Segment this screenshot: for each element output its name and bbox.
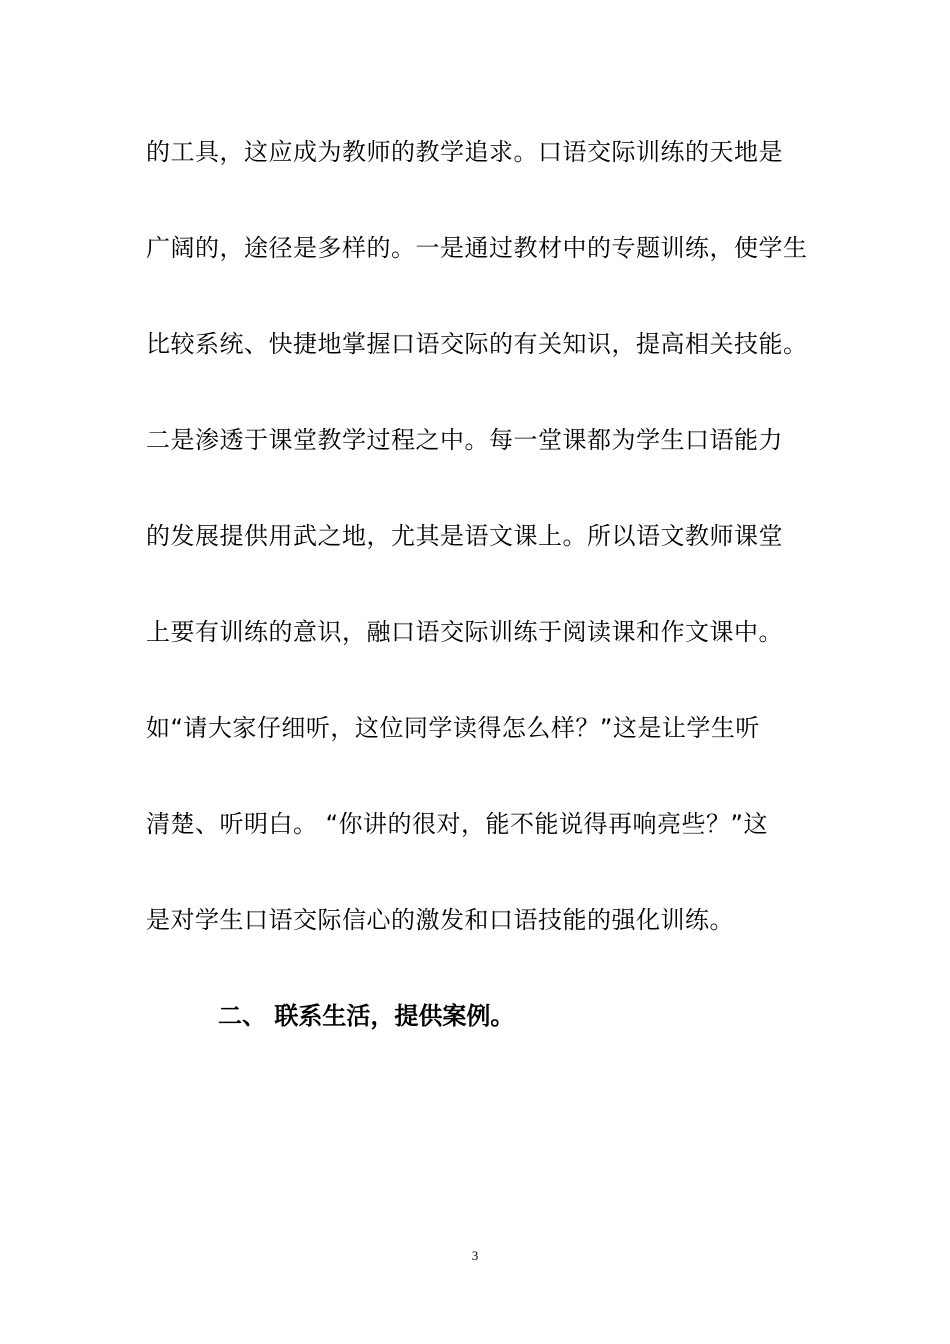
section-heading: 二、 联系生活，提供案例。 <box>218 1002 515 1030</box>
paragraph-line-2: 广阔的，途径是多样的。一是通过教材中的专题训练，使学生 <box>146 234 808 262</box>
paragraph-line-8: 清楚、听明白。 “你讲的很对，能不能说得再响亮些？”这 <box>146 810 768 838</box>
paragraph-line-6: 上要有训练的意识，融口语交际训练于阅读课和作文课中。 <box>146 618 783 646</box>
paragraph-line-4: 二是渗透于课堂教学过程之中。每一堂课都为学生口语能力 <box>146 426 783 454</box>
paragraph-line-1: 的工具，这应成为教师的教学追求。口语交际训练的天地是 <box>146 138 783 166</box>
page-number: 3 <box>471 1248 479 1263</box>
paragraph-line-3: 比较系统、快捷地掌握口语交际的有关知识，提高相关技能。 <box>146 330 808 358</box>
paragraph-line-9: 是对学生口语交际信心的激发和口语技能的强化训练。 <box>146 906 734 934</box>
paragraph-line-7: 如“请大家仔细听，这位同学读得怎么样？”这是让学生听 <box>146 714 760 742</box>
paragraph-line-5: 的发展提供用武之地，尤其是语文课上。所以语文教师课堂 <box>146 522 783 550</box>
